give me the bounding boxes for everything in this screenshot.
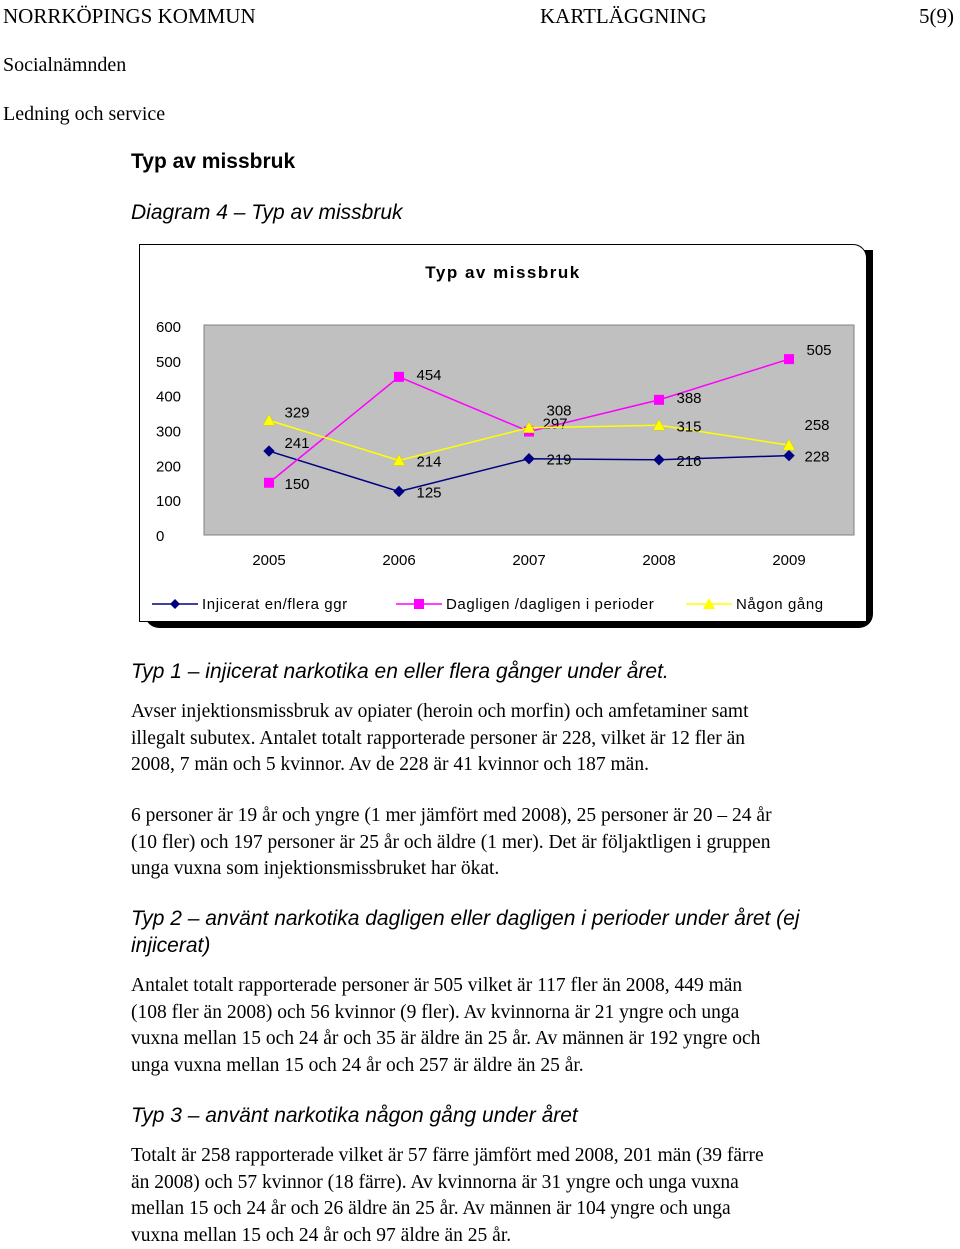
x-tick-label: 2005 [252, 552, 285, 569]
data-label: 214 [416, 453, 441, 470]
y-tick-label: 500 [156, 354, 181, 371]
text-line: illegalt subutex. Antalet totalt rapporterade personer är 228, vilket är 12 fler än [131, 726, 931, 753]
org-name: NORRKÖPINGS KOMMUN [3, 4, 256, 29]
text-line: (108 fler än 2008) och 56 kvinnor (9 fler). Av kvinnorna är 21 yngre och unga [131, 1000, 931, 1027]
typ1-paragraph-2 [131, 803, 931, 883]
typ1-paragraph-1 [131, 699, 931, 779]
typ2-heading-line-2: injicerat) [131, 934, 210, 958]
y-tick-label: 200 [156, 458, 181, 475]
text-line: unga vuxna som injektionsmissbruket har ökat. [131, 856, 931, 883]
x-tick-label: 2009 [772, 552, 805, 569]
department: Socialnämnden [3, 54, 126, 77]
y-tick-label: 0 [156, 528, 164, 545]
data-label: 228 [804, 449, 829, 466]
data-label: 219 [546, 452, 571, 469]
data-label: 125 [416, 484, 441, 501]
text-line: vuxna mellan 15 och 24 år och 97 äldre än 25 år. [131, 1223, 931, 1249]
x-tick-label: 2007 [512, 552, 545, 569]
data-point [394, 372, 404, 382]
data-label: 216 [676, 453, 701, 470]
text-line: (10 fler) och 197 personer är 25 år och äldre (1 mer). Det är följaktligen i gruppen [131, 830, 931, 857]
data-label: 241 [284, 435, 309, 452]
y-tick-label: 400 [156, 389, 181, 406]
data-label: 329 [284, 404, 309, 421]
typ3-heading: Typ 3 – använt narkotika någon gång under året [131, 1104, 578, 1128]
text-line: Avser injektionsmissbruk av opiater (heroin och morfin) och amfetaminer samt [131, 699, 931, 726]
section-title: Typ av missbruk [131, 150, 295, 174]
y-tick-label: 600 [156, 319, 181, 336]
data-label: 388 [676, 390, 701, 407]
legend-label: Dagligen /dagligen i perioder [446, 596, 654, 613]
data-label: 315 [676, 418, 701, 435]
chart-title: Typ av missbruk [425, 263, 580, 282]
diagram-caption: Diagram 4 – Typ av missbruk [131, 201, 403, 225]
typ1-heading: Typ 1 – injicerat narkotika en eller flera gånger under året. [131, 660, 669, 684]
data-point [654, 395, 664, 405]
data-point [264, 478, 274, 488]
data-label: 454 [416, 367, 441, 384]
text-line: än 2008) och 57 kvinnor (18 färre). Av kvinnorna är 31 yngre och unga vuxna [131, 1170, 931, 1197]
y-tick-label: 300 [156, 424, 181, 441]
legend-marker [170, 599, 180, 609]
data-label: 308 [546, 403, 571, 420]
text-line: 6 personer är 19 år och yngre (1 mer jämfört med 2008), 25 personer är 20 – 24 år [131, 803, 931, 830]
typ3-paragraph [131, 1143, 931, 1249]
text-line: 2008, 7 män och 5 kvinnor. Av de 228 är 41 kvinnor och 187 män. [131, 752, 931, 779]
legend-marker [414, 599, 424, 609]
text-line: Totalt är 258 rapporterade vilket är 57 färre jämfört med 2008, 201 män (39 färre [131, 1143, 931, 1170]
typ2-paragraph [131, 973, 931, 1079]
data-label: 297 [542, 416, 567, 433]
line-chart [140, 245, 868, 623]
doc-type: KARTLÄGGNING [540, 4, 707, 29]
x-tick-label: 2008 [642, 552, 675, 569]
text-line: Antalet totalt rapporterade personer är 505 vilket är 117 fler än 2008, 449 män [131, 973, 931, 1000]
legend-label: Injicerat en/flera ggr [202, 596, 348, 613]
text-line: mellan 15 och 24 år och 26 äldre än 25 år. Av männen är 104 yngre och unga [131, 1196, 931, 1223]
legend-label: Någon gång [736, 596, 824, 613]
unit: Ledning och service [3, 103, 165, 126]
data-label: 258 [804, 417, 829, 434]
text-line: unga vuxna mellan 15 och 24 år och 257 är äldre än 25 år. [131, 1053, 931, 1080]
text-line: vuxna mellan 15 och 24 år och 35 är äldre än 25 år. Av männen är 192 yngre och [131, 1026, 931, 1053]
chart-container [139, 244, 867, 622]
y-tick-label: 100 [156, 493, 181, 510]
typ2-heading-line-1: Typ 2 – använt narkotika dagligen eller dagligen i perioder under året (ej [131, 907, 800, 931]
x-tick-label: 2006 [382, 552, 415, 569]
data-label: 150 [284, 476, 309, 493]
page-number: 5(9) [919, 4, 954, 29]
data-point [784, 354, 794, 364]
data-label: 505 [806, 342, 831, 359]
